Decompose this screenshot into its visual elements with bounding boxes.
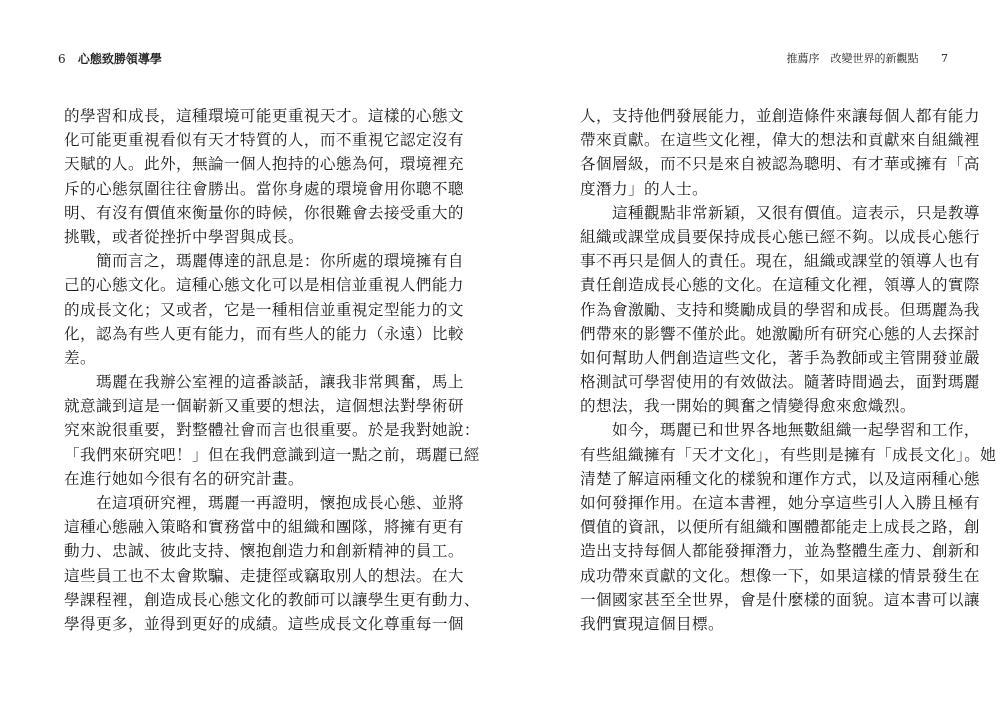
text-line: 究來說很重要，對整體社會而言也很重要。於是我對她說： <box>64 421 480 440</box>
text-line: 學課程裡，創造成長心態文化的教師可以讓學生更有動力、 <box>64 590 480 609</box>
text-line: 這種觀點非常新穎，又很有價值。這表示，只是教導 <box>580 203 980 222</box>
text-line: 清楚了解這兩種文化的樣貌和運作方式，以及這兩種心態 <box>580 469 980 488</box>
text-line: 我們實現這個目標。 <box>580 614 724 633</box>
text-line: 事不再只是個人的責任。現在，組織或課堂的領導人也有 <box>580 252 980 271</box>
text-line: 有些組織擁有「天才文化」，有些則是擁有「成長文化」。她 <box>580 445 997 464</box>
text-line: 的想法，我一開始的興奮之情變得愈來愈熾烈。 <box>580 397 916 416</box>
text-line: 如今，瑪麗已和世界各地無數組織一起學習和工作， <box>580 421 980 440</box>
text-line: 在進行她如今很有名的研究計畫。 <box>64 469 304 488</box>
text-line: 挑戰，或者從挫折中學習與成長。 <box>64 227 304 246</box>
text-line: 責任創造成長心態的文化。在這種文化裡，領導人的實際 <box>580 276 980 295</box>
text-line: 明、有沒有價值來衡量你的時候，你很難會去接受重大的 <box>64 203 464 222</box>
text-line: 組織或課堂成員要保持成長心態已經不夠。以成長心態行 <box>580 227 980 246</box>
text-line: 學得更多，並得到更好的成績。這些成長文化尊重每一個 <box>64 614 464 633</box>
text-line: 帶來貢獻。在這些文化裡，偉大的想法和貢獻來自組織裡 <box>580 131 980 150</box>
text-line: 的學習和成長，這種環境可能更重視天才。這樣的心態文 <box>64 107 464 125</box>
text-line: 造出支持每個人都能發揮潛力，並為整體生產力、創新和 <box>580 542 980 561</box>
text-line: 天賦的人。此外，無論一個人抱持的心態為何，環境裡充 <box>64 155 464 174</box>
text-line: 瑪麗在我辦公室裡的這番談話，讓我非常興奮，馬上 <box>64 373 464 392</box>
text-line: 化可能更重視看似有天才特質的人，而不重視它認定沒有 <box>64 131 464 150</box>
text-line: 化，認為有些人更有能力，而有些人的能力（永遠）比較 <box>64 324 464 343</box>
text-line: 斥的心態氛圍往往會勝出。當你身處的環境會用你聰不聰 <box>64 179 464 198</box>
page-number: 7 <box>941 52 948 65</box>
text-line: 度潛力」的人士。 <box>580 179 708 198</box>
text-line: 就意識到這是一個嶄新又重要的想法，這個想法對學術研 <box>64 397 464 416</box>
text-line: 一個國家甚至全世界，會是什麼樣的面貌。這本書可以讓 <box>580 590 980 609</box>
left-page-header <box>58 50 458 70</box>
book-title: 心態致勝領導學 <box>77 52 162 66</box>
right-page-header <box>600 50 948 70</box>
text-line: 的成長文化；又或者，它是一種相信並重視定型能力的文 <box>64 300 464 319</box>
text-line: 如何發揮作用。在這本書裡，她分享這些引人入勝且極有 <box>580 494 980 512</box>
left-page-body <box>64 104 480 636</box>
text-line: 這些員工也不太會欺騙、走捷徑或竊取別人的想法。在大 <box>64 566 464 585</box>
text-line: 這種心態融入策略和實務當中的組織和團隊，將擁有更有 <box>64 518 464 537</box>
text-line: 在這項研究裡，瑪麗一再證明，懷抱成長心態、並將 <box>64 494 464 512</box>
page-number: 6 <box>58 52 66 66</box>
text-line: 己的心態文化。這種心態文化可以是相信並重視人們能力 <box>64 276 464 295</box>
text-line: 價值的資訊，以便所有組織和團體都能走上成長之路，創 <box>580 518 980 537</box>
text-line: 作為會激勵、支持和獎勵成員的學習和成長。但瑪麗為我 <box>580 300 980 319</box>
text-line: 簡而言之，瑪麗傳達的訊息是：你所處的環境擁有自 <box>64 252 464 271</box>
text-line: 如何幫助人們創造這些文化，著手為教師或主管開發並嚴 <box>580 348 980 367</box>
text-line: 差。 <box>64 348 96 367</box>
text-line: 各個層級，而不只是來自被認為聰明、有才華或擁有「高 <box>580 155 980 174</box>
right-page-body <box>580 104 997 636</box>
text-line: 人，支持他們發展能力，並創造條件來讓每個人都有能力 <box>580 107 980 125</box>
text-line: 成功帶來貢獻的文化。想像一下，如果這樣的情景發生在 <box>580 566 980 585</box>
text-line: 「我們來研究吧！」但在我們意識到這一點之前，瑪麗已經 <box>64 445 480 464</box>
text-line: 們帶來的影響不僅於此。她激勵所有研究心態的人去探討 <box>580 324 980 343</box>
text-line: 格測試可學習使用的有效做法。隨著時間過去，面對瑪麗 <box>580 373 980 392</box>
running-header: 推薦序 改變世界的新觀點 <box>786 52 919 65</box>
text-line: 動力、忠誠、彼此支持、懷抱創造力和創新精神的員工。 <box>64 542 464 561</box>
